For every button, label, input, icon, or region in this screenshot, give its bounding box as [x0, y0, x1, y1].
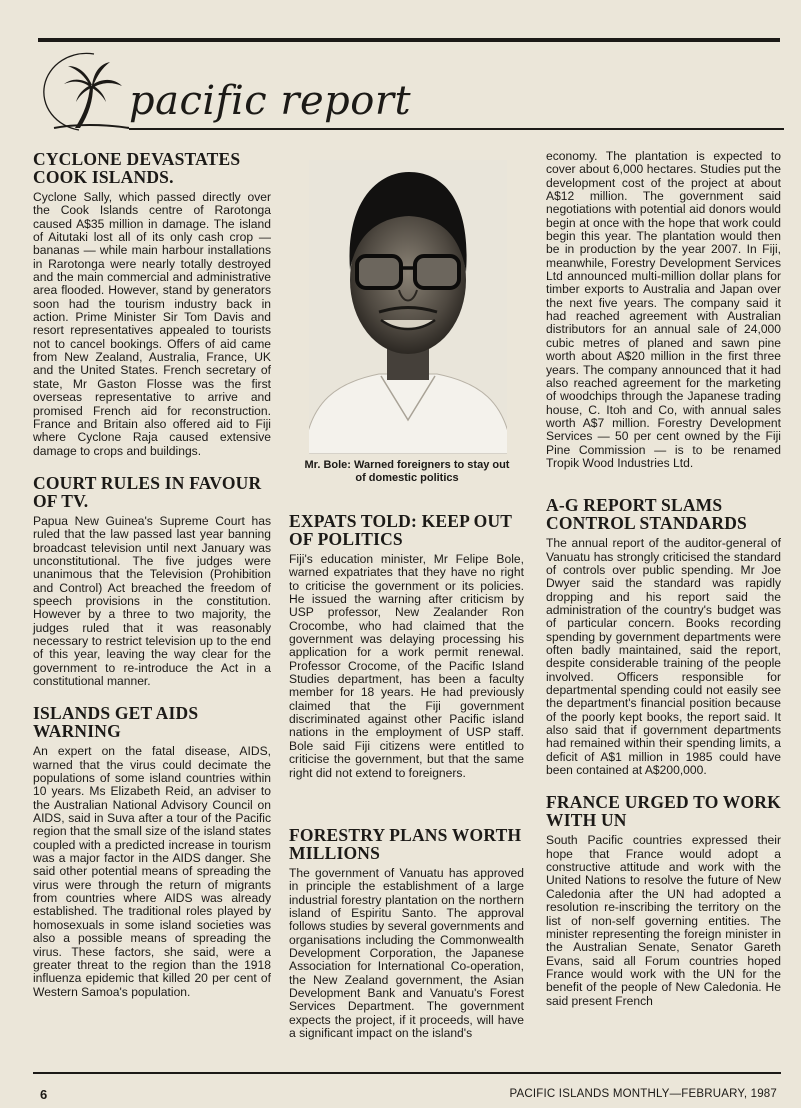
headline: EXPATS TOLD: KEEP OUT OF POLITICS — [289, 511, 512, 549]
article-body: An expert on the fatal disease, AIDS, warned that the virus could decimate the populations of some island countries within 10 years. Ms Elizabeth Reid, an adviser to the Australian National Advisory Council on AIDS, said in Suva after a tour of the Pacific region that the small size of the island states coupled with a predicted increase in tourism was a major factor in the AIDS danger. She said other potential means of spreading the virus were through the return of migrants from countries where AIDS was already established. The traditional roles played by homosexuals in some island societies was also a possible means of spreading the virus. These factors, she said, were a greater threat to the region than the 1918 influenza epidemic that killed 20 per cent of Western Samoa's population. — [33, 744, 271, 999]
headline: COURT RULES IN FAVOUR OF TV. — [33, 472, 262, 511]
palm-tree-logo-icon — [34, 52, 144, 132]
publication-footer: PACIFIC ISLANDS MONTHLY—FEBRUARY, 1987 — [509, 1088, 777, 1100]
article-body: South Pacific countries expressed their hope that France would adopt a constructive attitude and work with the United Nations to resolve the future of New Caledonia after the UN had adopted a resolution re-inscribing the territory on the list of non-self governing entities. The minister representing the foreign minister in the Australian Senate, Senator Gareth Evans, said all Forum countries hoped France would work with the UN for the benefit of the people of New Caledonia. He said present French — [546, 833, 781, 1008]
article-body: Cyclone Sally, which passed directly over the Cook Islands centre of Rarotonga caused A$35 million in damage. The island of Aitutaki lost all of its only cash crop — bananas — while main harbour installations in Rarotonga were nearly totally destroyed and the main commercial and administrative area flooded. However, stand by generators soon had the tourism industry back in action. Prime Minister Sir Tom Davis and resort representatives appealed to tourists not to cancel bookings. Offers of aid came from New Zealand, Australia, France, UK and the United States. French secretary of state, Mr Gaston Flosse was the first overseas representative to arrive and promised French aid for reconstruction. France and Britain also offered aid to Fiji where Cyclone Raja caused extensive damage to crops and buildings. — [33, 190, 271, 458]
headline: FRANCE URGED TO WORK WITH UN — [546, 792, 781, 831]
article-aids — [33, 704, 271, 999]
masthead — [34, 52, 784, 132]
article-france — [546, 793, 781, 1007]
top-rule — [38, 38, 780, 42]
section-title: pacific report — [129, 78, 412, 124]
article-body: Papua New Guinea's Supreme Court has ruled that the law passed last year banning broadcast television until next January was unconstitutional. The five judges were unanimous that the Television (Prohibition and Control) Act breached the freedom of speech provisions in the constitution. However by a three to two majority, the judges ruled that it was reasonably necessary to restrict television up to the end of this year, leaving the way clear for the government to re-introduce the Act in a constitutional manner. — [33, 513, 271, 688]
page-number: 6 — [40, 1087, 48, 1102]
headline: FORESTRY PLANS WORTH MILLIONS — [289, 825, 522, 863]
article-body: economy. The plantation is expected to cover about 6,000 hectares. Studies put the development cost of the project at about A$12 million. The government said negotiations with potential aid donors would begin at once with the hope that work could begin this year. The plantation would then be in production by the year 2007. In Fiji, meanwhile, Forestry Development Services Ltd announced multi-million dollar plans for timber exports to Australia and Japan over the next five years. The company said it had reached agreement with Australian distributors for an annual sale of 24,000 cubic metres of planed and sawn pine worth about A$20 million in the first three years. The company announced that it had also reached agreement for the marketing of woodchips through the Japanese trading house, C. Itoh and Co, with annual sales worth A$7 million. Forestry Development Services — 50 per cent owned by the Fiji Pine Commission — is to be renamed Tropik Wood Industries Ltd. — [546, 149, 781, 470]
photo-caption: Mr. Bole: Warned foreigners to stay out of domestic politics — [304, 459, 510, 484]
headline: A-G REPORT SLAMS CONTROL STANDARDS — [546, 495, 747, 534]
headline: ISLANDS GET AIDS WARNING — [33, 703, 199, 742]
article-ag-report — [546, 496, 781, 777]
portrait-photo — [309, 160, 507, 454]
man-portrait-image — [309, 160, 507, 454]
article-expats — [289, 512, 524, 780]
article-body: The government of Vanuatu has approved in principle the establishment of a large industrial forestry plantation on the northern island of Espiritu Santo. The approval follows studies by several governments and organisations including the Commonwealth Development Corporation, the Japanese Association for International Co-operation, the New Zealand government, the Asian Development Bank and Vanuatu's Forest Services Department. The government expects the project, if it proceeds, will have a significant impact on the island's — [289, 866, 524, 1041]
article-forestry — [289, 826, 524, 1040]
article-body: Fiji's education minister, Mr Felipe Bole, warned expatriates that they have no right to criticise the government or its policies. He issued the warning after criticism by USP professor, New Zealander Ron Crocombe, who had claimed that the government was delaying processing his application for a work permit renewal. Professor Crocome, of the Pacific Island Studies department, has been a faculty member for 18 years. He had previously claimed that the Fiji government discriminated against other Pacific island nations in the employment of USP staff. Bole said Fiji citizens were entitled to criticise the government, but that the same right did not extend to foreigners. — [289, 552, 524, 780]
headline: CYCLONE DEVASTATES COOK ISLANDS. — [33, 149, 241, 187]
bottom-rule — [33, 1072, 781, 1074]
article-body: The annual report of the auditor-general of Vanuatu has strongly criticised the standard of controls over public spending. Mr Joe Dwyer said the standard was rapidly dropping and his report said the administration of the country's budget was of particular concern. Books recording spending by government departments were often badly maintained, said the report, despite considerable training of the people involved. Officers responsible for departmental spending could not easily see the department's financial position because of the poorly kept books, the report said. It also said that if government departments had remained within their spending limits, a deficit of A$1 million in 1985 could have been contained at A$200,000. — [546, 536, 781, 778]
column-3 — [546, 150, 781, 1008]
article-court — [33, 474, 271, 688]
masthead-rule — [129, 128, 784, 130]
column-1 — [33, 150, 271, 999]
article-cyclone — [33, 150, 271, 458]
article-forestry-continued — [546, 150, 781, 470]
